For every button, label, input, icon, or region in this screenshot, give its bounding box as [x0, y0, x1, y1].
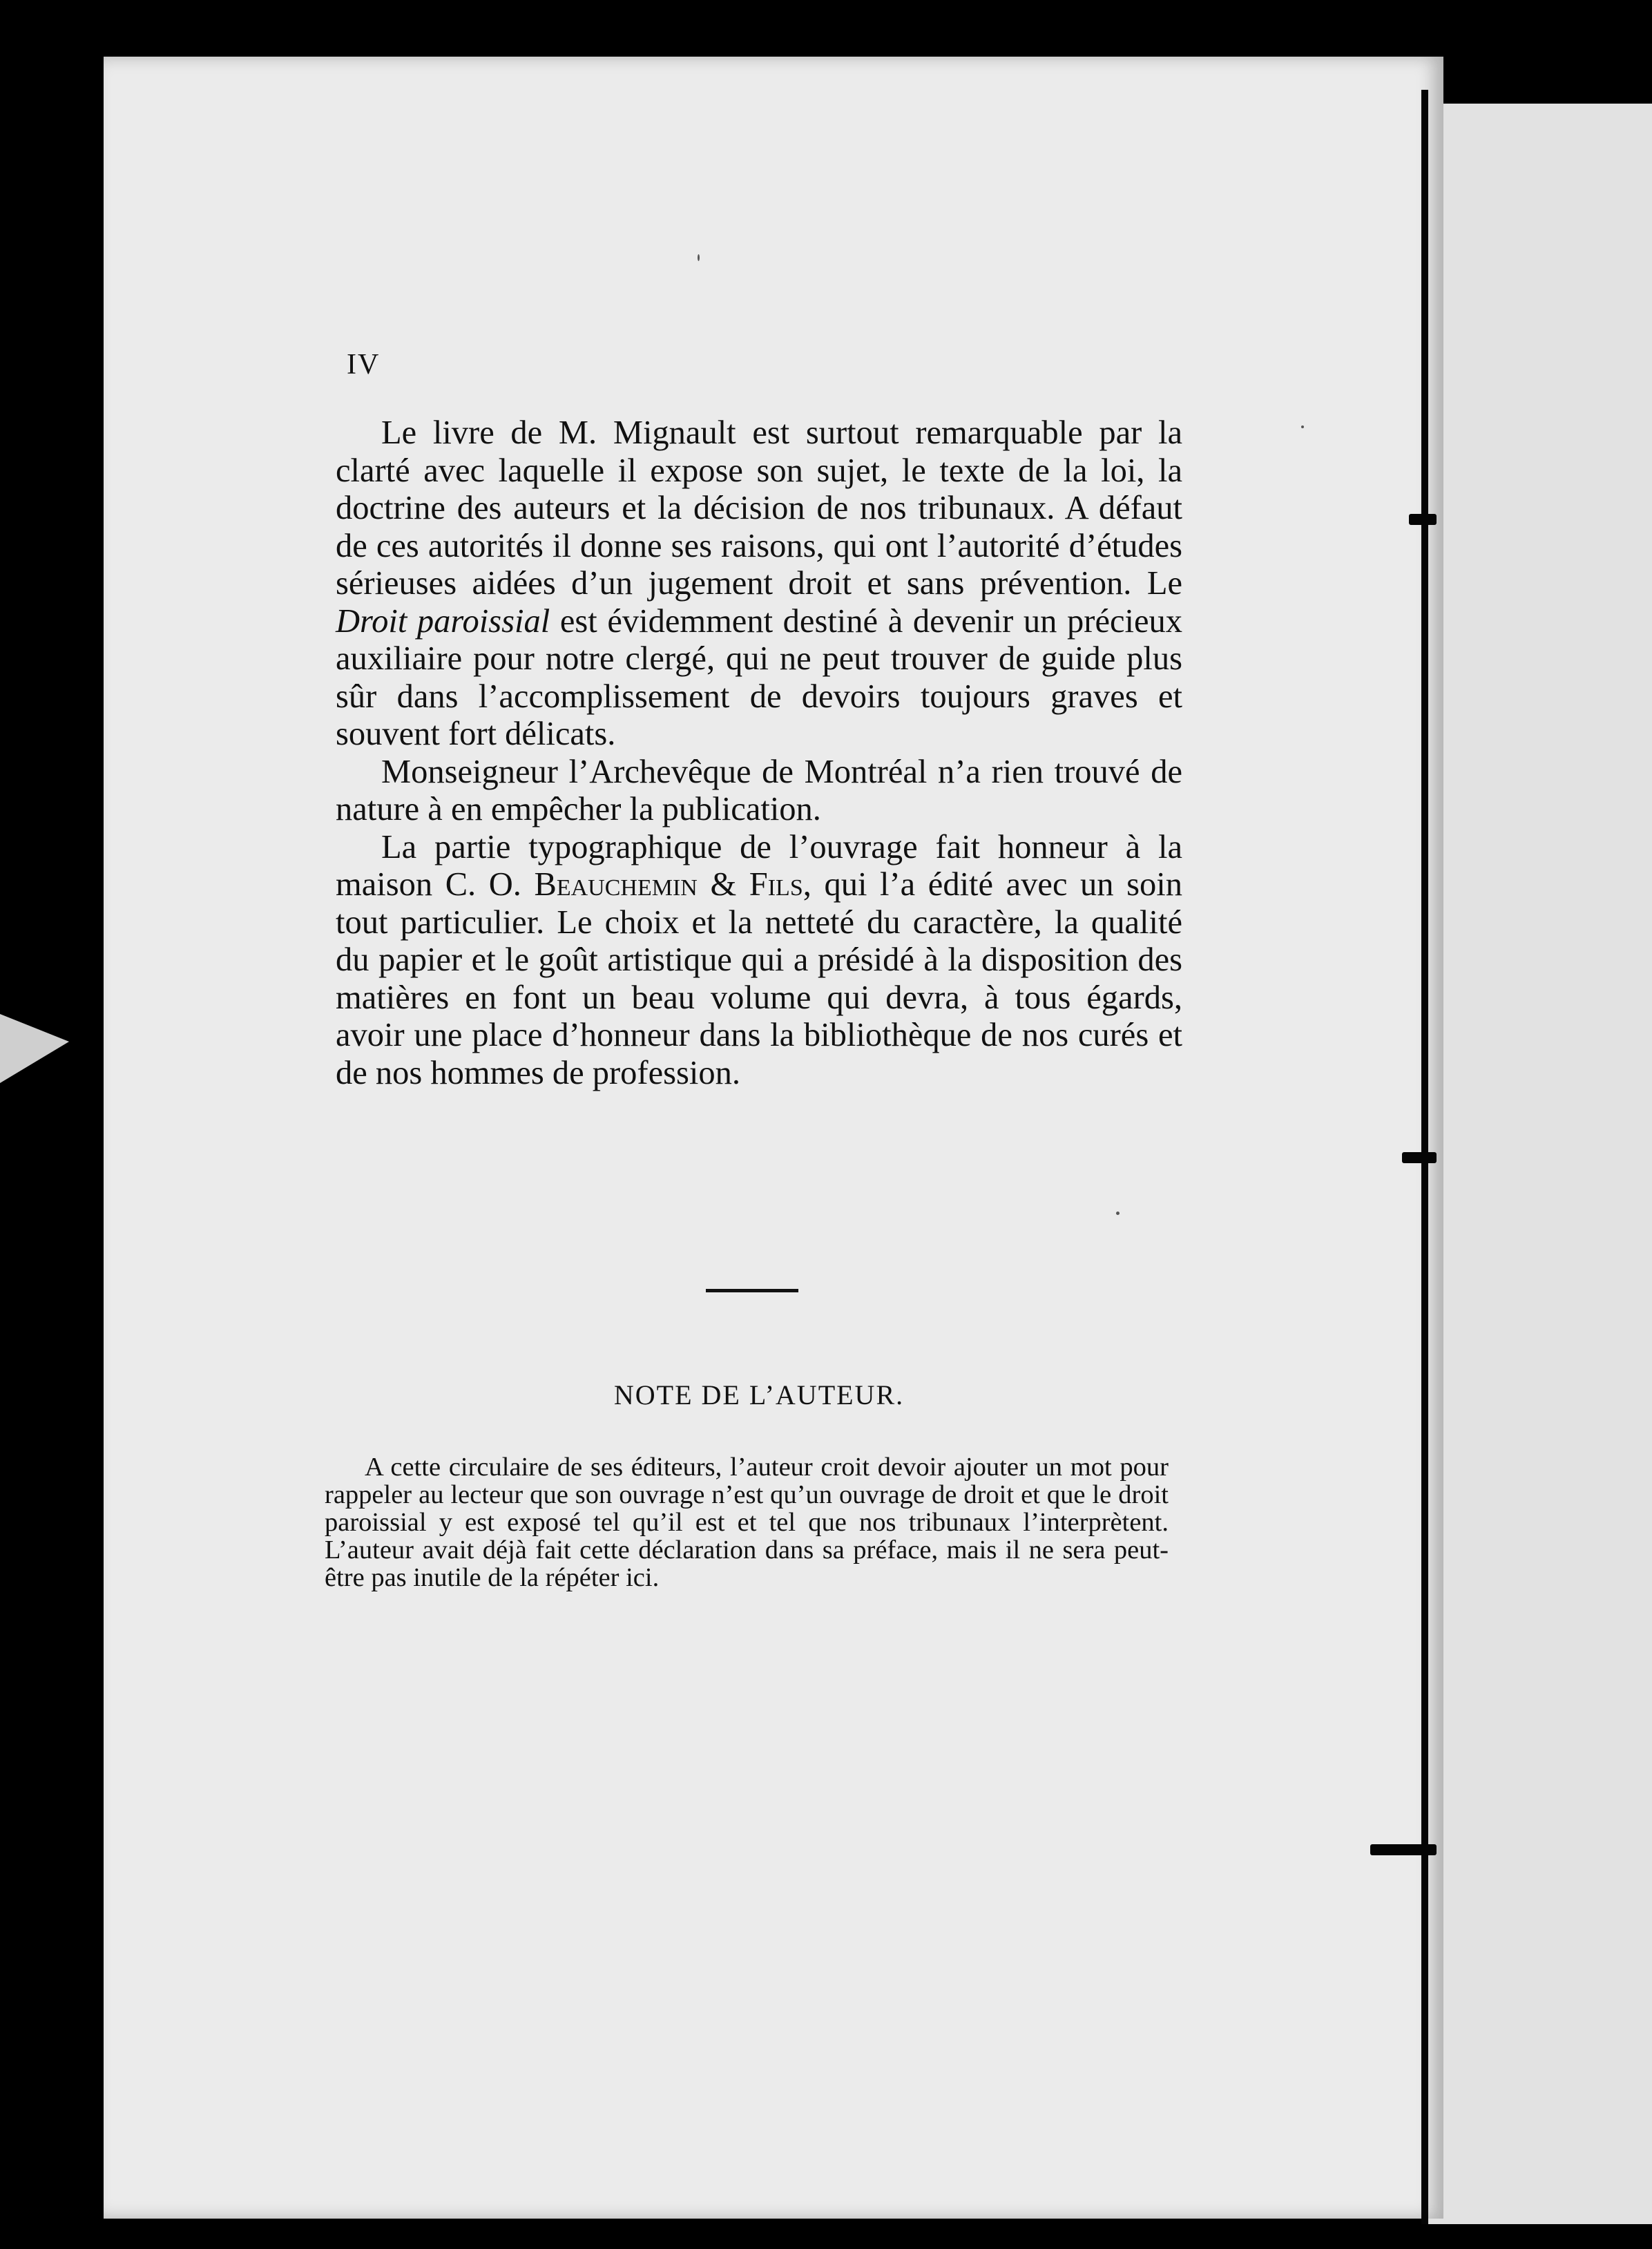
paragraph — [336, 829, 1182, 1093]
paper-speck — [1301, 425, 1304, 428]
binding-tick — [1370, 1844, 1437, 1855]
publisher-name: Beauchemin & Fils — [534, 866, 803, 903]
book-title: Droit paroissial — [336, 602, 550, 640]
body-text — [336, 414, 1182, 1092]
next-page-edge — [1421, 104, 1652, 2224]
page-number: IV — [347, 349, 381, 381]
torn-edge — [0, 1014, 69, 1083]
paragraph-text: Le livre de M. Mignault est surtout remarquable par la clarté avec laquelle il expose son sujet, le texte de la loi, la doctrine des auteurs et la décision de nos tribunaux. A défaut de ces autorités il donne ses raisons, qui ont l’autorité d’études sérieuses aidées d’un jugement droit et sans prévention. Le — [336, 414, 1182, 602]
document-page — [104, 57, 1443, 2219]
note-title: NOTE DE L’AUTEUR. — [613, 1379, 905, 1410]
binding-tick — [1409, 514, 1437, 525]
paper-speck — [1116, 1212, 1120, 1215]
paragraph: Monseigneur l’Archevêque de Montréal n’a rien trouvé de nature à en empêcher la publication. — [336, 753, 1182, 827]
paragraph-text: est évidemment destiné à devenir un précieux auxiliaire pour notre clergé, qui ne peut trouver de guide plus sûr dans l’accomplissement de devoirs toujours graves et souvent fort délicats. — [336, 602, 1182, 752]
section-divider — [706, 1289, 798, 1292]
note-body: A cette circulaire de ses éditeurs, l’auteur croit devoir ajouter un mot pour rappeler au lecteur que son ouvrage n’est qu’un ouvrage de droit et que le droit paroissial y est exposé tel qu’il est et tel que nos tribunaux l’interprètent. L’auteur avait déjà fait cette déclaration dans sa préface, mais il ne sera peut-être pas inutile de la répéter ici. — [325, 1453, 1169, 1592]
paragraph-text: , qui l’a édité avec un soin tout particulier. Le choix et la netteté du caractère, la qualité du papier et le goût artistique qui a présidé à la disposition des matières en font un beau volume qui devra, à tous égards, avoir une place d’honneur dans la bibliothèque de nos curés et de nos hommes de profession. — [336, 866, 1183, 1091]
paper-speck — [698, 254, 700, 261]
paragraph — [336, 414, 1182, 754]
paragraph-text: La partie typographique de l’ouvrage fait honneur à la maison C. O. — [336, 828, 1182, 903]
binding-tick — [1402, 1152, 1437, 1163]
